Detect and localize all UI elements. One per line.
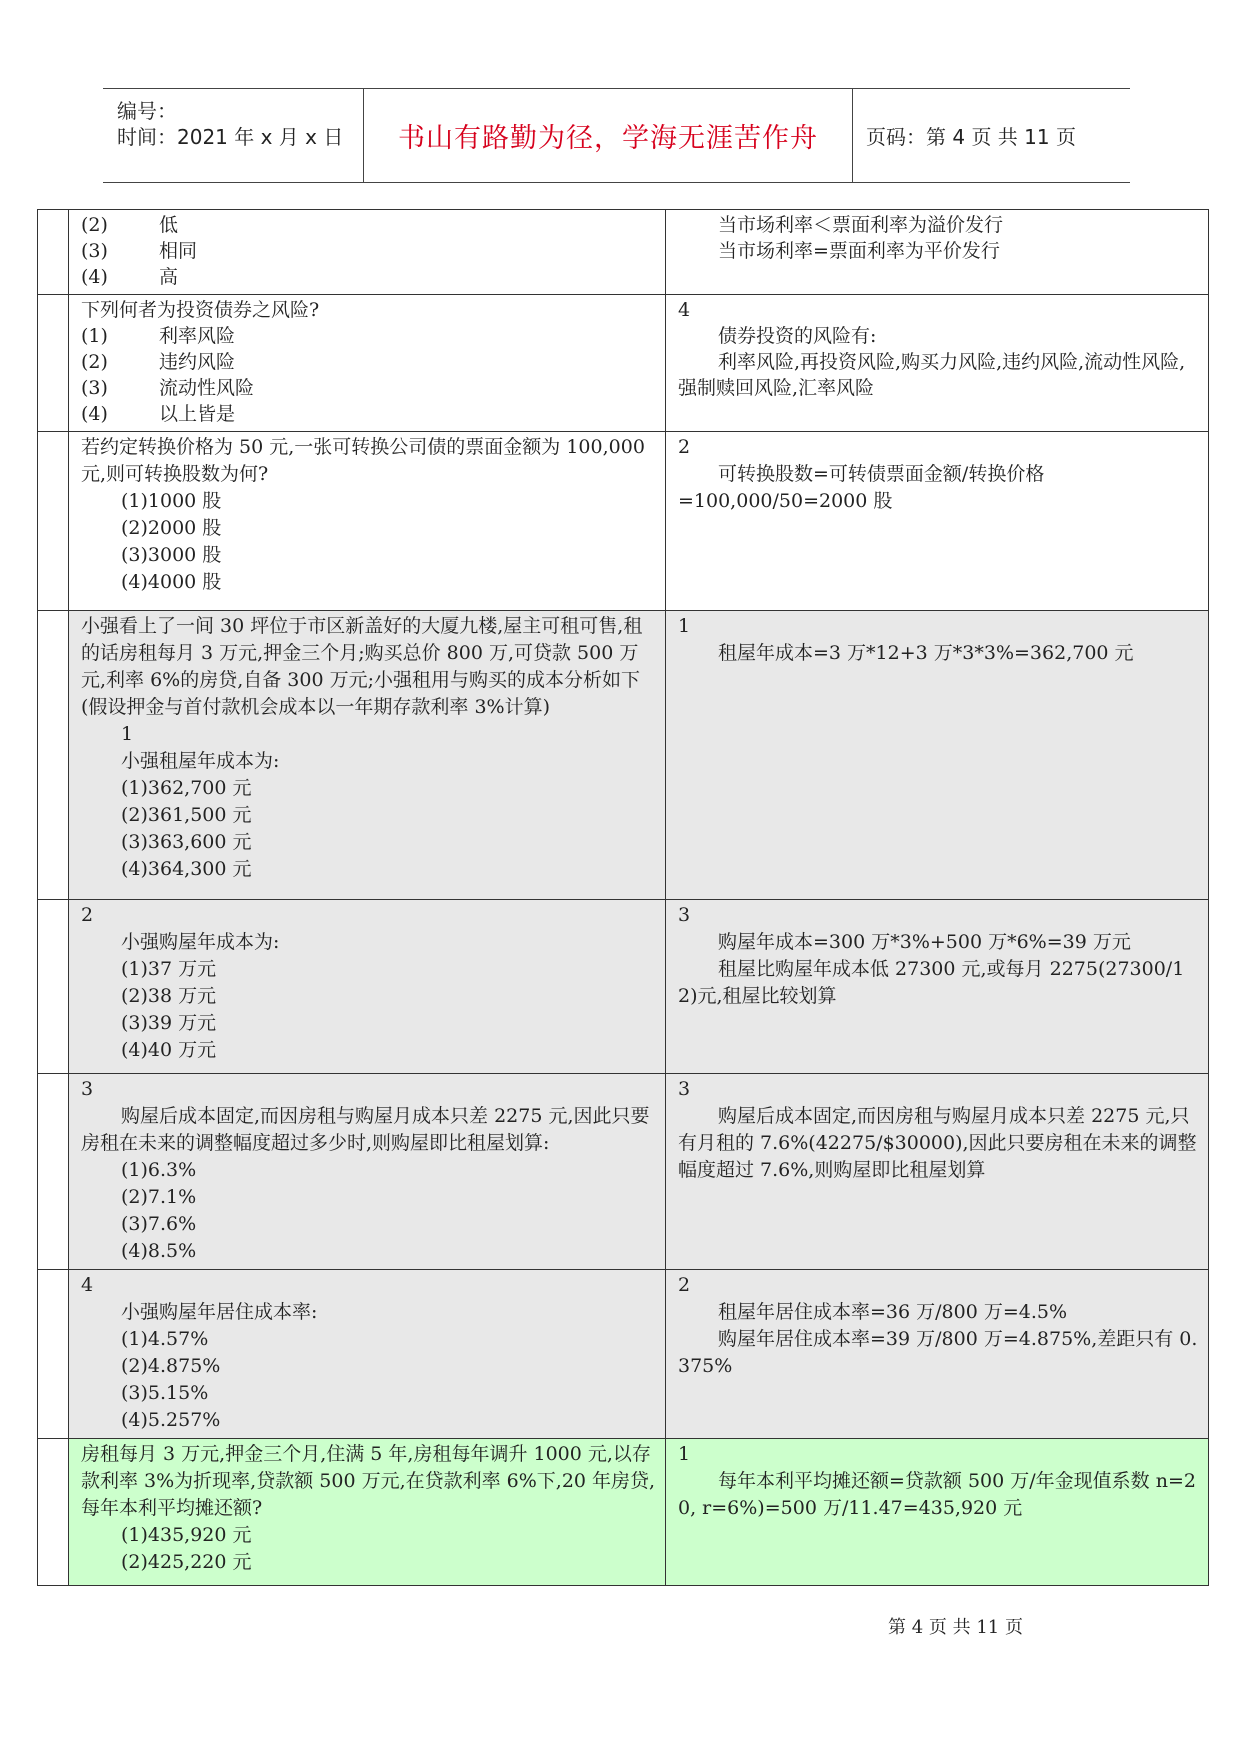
question-text: 下列何者为投资债券之风险? bbox=[81, 299, 320, 321]
answer-line: 每年本利平均摊还额=贷款额 500 万/年金现值系数 n=20, r=6%)=500 万/11.47=435,920 元 bbox=[678, 1470, 1196, 1519]
question-cell bbox=[69, 611, 666, 900]
table-row bbox=[38, 295, 1209, 432]
answer-number: 2 bbox=[678, 436, 691, 458]
answer-number: 3 bbox=[678, 904, 691, 926]
option: (3)39 万元 bbox=[121, 1012, 217, 1034]
answer-line: 当市场利率＜票面利率为溢价发行 bbox=[718, 214, 1004, 236]
sub-question-text: 小强购屋年成本为: bbox=[121, 931, 280, 953]
answer-number: 4 bbox=[678, 299, 691, 321]
answer-line: 租屋年成本=3 万*12+3 万*3*3%=362,700 元 bbox=[718, 642, 1134, 664]
option-number: (1) bbox=[81, 325, 108, 347]
table-row bbox=[38, 1270, 1209, 1439]
option: (1)362,700 元 bbox=[121, 777, 252, 799]
option: (1)1000 股 bbox=[121, 490, 222, 512]
table-row bbox=[38, 432, 1209, 611]
answer-line: 可转换股数=可转债票面金额/转换价格 bbox=[718, 463, 1045, 485]
header-info-cell bbox=[103, 89, 363, 182]
page-header bbox=[103, 88, 1130, 183]
row-margin bbox=[38, 432, 69, 611]
answer-number: 3 bbox=[678, 1078, 691, 1100]
answer-cell bbox=[666, 900, 1209, 1074]
option: (2)7.1% bbox=[121, 1186, 197, 1208]
answer-cell bbox=[666, 432, 1209, 611]
header-motto: 书山有路勤为径，学海无涯苦作舟 bbox=[398, 123, 818, 154]
row-margin bbox=[38, 1439, 69, 1586]
option-number: (3) bbox=[81, 377, 108, 399]
sub-question-number: 3 bbox=[81, 1078, 94, 1100]
question-text: 房租每月 3 万元,押金三个月,住满 5 年,房租每年调升 1000 元,以存款利率 3%为折现率,贷款额 500 万元,在贷款利率 6%下,20 年房贷,每年本利平均摊还额? bbox=[81, 1443, 656, 1519]
option: (3)3000 股 bbox=[121, 544, 222, 566]
header-page-cell bbox=[852, 89, 1130, 182]
option: (2)38 万元 bbox=[121, 985, 217, 1007]
row-margin bbox=[38, 611, 69, 900]
option-text: 相同 bbox=[159, 240, 198, 262]
question-cell bbox=[69, 295, 666, 432]
option-number: (4) bbox=[81, 266, 108, 288]
answer-line: 购屋后成本固定,而因房租与购屋月成本只差 2275 元,只有月租的 7.6%(42275/$30000),因此只要房租在未来的调整幅度超过 7.6%,则购屋即比租屋划算 bbox=[678, 1105, 1197, 1181]
answer-cell bbox=[666, 1439, 1209, 1586]
table-row bbox=[38, 1439, 1209, 1586]
option: (2)425,220 元 bbox=[121, 1551, 252, 1573]
question-cell bbox=[69, 1270, 666, 1439]
header-page-label: 页码：第 4 页 共 11 页 bbox=[866, 125, 1076, 149]
option: (1)435,920 元 bbox=[121, 1524, 252, 1546]
sub-question-number: 2 bbox=[81, 904, 94, 926]
answer-cell bbox=[666, 210, 1209, 295]
table-row bbox=[38, 1074, 1209, 1270]
option-number: (2) bbox=[81, 351, 108, 373]
answer-number: 2 bbox=[678, 1274, 691, 1296]
row-margin bbox=[38, 1074, 69, 1270]
answer-line: 债券投资的风险有: bbox=[718, 325, 877, 347]
question-text: 小强看上了一间 30 坪位于市区新盖好的大厦九楼,屋主可租可售,租的话房租每月 3 万元,押金三个月;购买总价 800 万,可贷款 500 万元,利率 6%的房贷,自备 300 万元;小强租用与购买的成本分析如下(假设押金与首付款机会成本以一年期存款利率 3%计算) bbox=[81, 615, 643, 718]
answer-line: 租屋年居住成本率=36 万/800 万=4.5% bbox=[718, 1301, 1068, 1323]
option-number: (3) bbox=[81, 240, 108, 262]
answer-number: 1 bbox=[678, 1443, 691, 1465]
option: (3)7.6% bbox=[121, 1213, 197, 1235]
answer-cell bbox=[666, 611, 1209, 900]
option-number: (4) bbox=[81, 403, 108, 425]
option: (2)2000 股 bbox=[121, 517, 222, 539]
document-time-label: 时间：2021 年 x 月 x 日 bbox=[117, 125, 344, 149]
question-cell bbox=[69, 900, 666, 1074]
sub-question-text: 购屋后成本固定,而因房租与购屋月成本只差 2275 元,因此只要房租在未来的调整幅度超过多少时,则购屋即比租屋划算: bbox=[81, 1105, 650, 1154]
row-margin bbox=[38, 210, 69, 295]
option bbox=[81, 401, 657, 427]
option bbox=[81, 349, 657, 375]
question-cell bbox=[69, 432, 666, 611]
table-row bbox=[38, 900, 1209, 1074]
option bbox=[81, 238, 657, 264]
answer-line: 租屋比购屋年成本低 27300 元,或每月 2275(27300/12)元,租屋比较划算 bbox=[678, 958, 1185, 1007]
header-motto-cell bbox=[363, 89, 853, 182]
option: (1)37 万元 bbox=[121, 958, 217, 980]
option-text: 以上皆是 bbox=[159, 403, 236, 425]
option bbox=[81, 212, 657, 238]
question-cell bbox=[69, 1074, 666, 1270]
option bbox=[81, 264, 657, 290]
option: (2)4.875% bbox=[121, 1355, 221, 1377]
footer-page-number: 第 4 页 共 11 页 bbox=[888, 1617, 1023, 1638]
option-text: 低 bbox=[159, 214, 179, 236]
answer-number: 1 bbox=[678, 615, 691, 637]
sub-question-text: 小强购屋年居住成本率: bbox=[121, 1301, 318, 1323]
answer-cell bbox=[666, 1074, 1209, 1270]
question-cell bbox=[69, 1439, 666, 1586]
option-text: 高 bbox=[159, 266, 179, 288]
row-margin bbox=[38, 1270, 69, 1439]
page-footer bbox=[0, 1613, 1241, 1639]
option-number: (2) bbox=[81, 214, 108, 236]
option: (4)364,300 元 bbox=[121, 858, 252, 880]
option: (3)5.15% bbox=[121, 1382, 209, 1404]
document-number-label: 编号： bbox=[117, 99, 177, 123]
option: (1)6.3% bbox=[121, 1159, 197, 1181]
answer-line: 购屋年成本=300 万*3%+500 万*6%=39 万元 bbox=[718, 931, 1131, 953]
option: (4)40 万元 bbox=[121, 1039, 217, 1061]
option bbox=[81, 323, 657, 349]
row-margin bbox=[38, 900, 69, 1074]
option: (4)8.5% bbox=[121, 1240, 197, 1262]
option-text: 流动性风险 bbox=[159, 377, 255, 399]
option: (2)361,500 元 bbox=[121, 804, 252, 826]
table-row bbox=[38, 611, 1209, 900]
option: (3)363,600 元 bbox=[121, 831, 252, 853]
row-margin bbox=[38, 295, 69, 432]
option: (4)4000 股 bbox=[121, 571, 222, 593]
option: (1)4.57% bbox=[121, 1328, 209, 1350]
answer-line: =100,000/50=2000 股 bbox=[678, 490, 893, 512]
option-text: 违约风险 bbox=[159, 351, 236, 373]
answer-cell bbox=[666, 1270, 1209, 1439]
answer-cell bbox=[666, 295, 1209, 432]
sub-question-number: 1 bbox=[121, 723, 134, 745]
sub-question-number: 4 bbox=[81, 1274, 94, 1296]
option bbox=[81, 375, 657, 401]
option: (4)5.257% bbox=[121, 1409, 221, 1431]
sub-question-text: 小强租屋年成本为: bbox=[121, 750, 280, 772]
table-row bbox=[38, 210, 1209, 295]
answer-line: 购屋年居住成本率=39 万/800 万=4.875%,差距只有 0.375% bbox=[678, 1328, 1198, 1377]
qa-table bbox=[37, 209, 1209, 1586]
option-text: 利率风险 bbox=[159, 325, 236, 347]
answer-line: 当市场利率=票面利率为平价发行 bbox=[718, 240, 1000, 262]
answer-line: 利率风险,再投资风险,购买力风险,违约风险,流动性风险,强制赎回风险,汇率风险 bbox=[678, 351, 1186, 399]
question-text: 若约定转换价格为 50 元,一张可转换公司债的票面金额为 100,000 元,则可转换股数为何? bbox=[81, 436, 645, 485]
question-cell bbox=[69, 210, 666, 295]
